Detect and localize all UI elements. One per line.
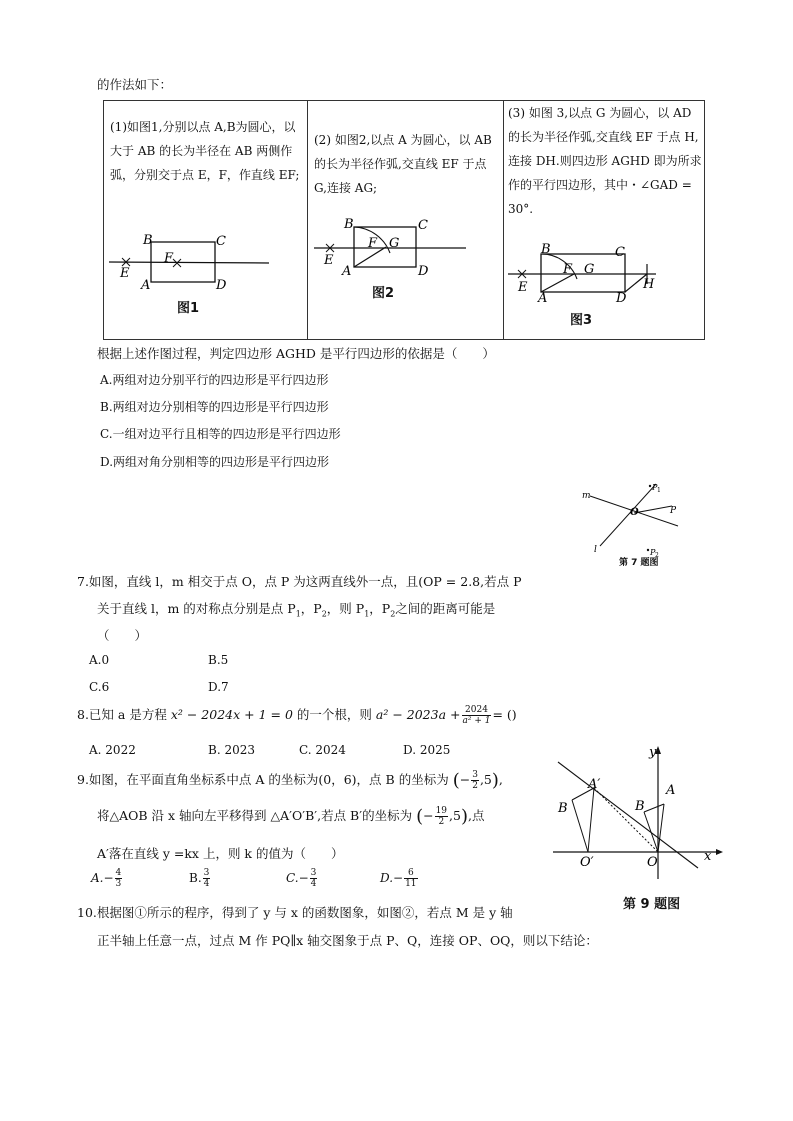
q9-line-1: 9.如图，在平面直角坐标系中点 A 的坐标为(0，6)，点 B 的坐标为 (− $\frac{3}{2}$ ,5),: [77, 770, 503, 791]
step-1-cell: [104, 101, 308, 340]
svg-text:H: H: [643, 277, 655, 292]
svg-text:l: l: [594, 545, 597, 555]
svg-text:G: G: [584, 262, 595, 277]
svg-text:B: B: [541, 242, 551, 257]
svg-text:E: E: [324, 253, 334, 268]
svg-text:A: A: [538, 291, 548, 306]
q8-equation: x² − 2024x + 1 = 0: [170, 707, 293, 722]
svg-text:D: D: [616, 291, 627, 306]
q6-option-a[interactable]: A.两组对边分别平行的四边形是平行四边形: [100, 373, 329, 387]
figure-2: [308, 209, 503, 309]
svg-text:D: D: [418, 264, 429, 279]
q9-figure-caption: 第 9 题图: [623, 897, 681, 912]
q7-figure-caption: 第 7 题图: [619, 558, 659, 568]
q8-option-a[interactable]: A. 2022: [89, 743, 136, 757]
label-c: C: [216, 234, 226, 249]
q9-option-d[interactable]: D.− $\frac{6}{11}$: [380, 868, 417, 889]
figure-3: [504, 236, 704, 316]
q9-figure: [548, 742, 730, 882]
q8-option-d[interactable]: D. 2025: [403, 743, 451, 757]
figure-2-caption: 图2: [372, 286, 395, 301]
label-b: B: [143, 233, 153, 248]
q8-option-c[interactable]: C. 2024: [299, 743, 346, 757]
q9-option-a[interactable]: A.− $\frac{4}{3}$: [91, 868, 122, 889]
q9-option-b[interactable]: B. $\frac{3}{4}$: [189, 868, 210, 889]
q10-line-2: 正半轴上任意一点，过点 M 作 PQ∥x 轴交图象于点 P、Q，连接 OP、OQ，则以下结论：: [97, 933, 598, 948]
q7-paren: （ ）: [97, 628, 148, 643]
q10-line-1: 10.根据图①所示的程序，得到了 y 与 x 的函数图象，如图②，若点 M 是 y 轴: [77, 905, 513, 920]
step-3-text: (3) 如图 3,以点 G 为圆心，以 AD 的长为半径作弧,交直线 EF 于点 H,连接 DH.则四边形 AGHD 即为所求作的平行四边形，其中・∠GAD = 30°.: [508, 106, 702, 216]
step-2-text: (2) 如图2,以点 A 为圆心，以 AB 的长为半径作弧,交直线 EF 于点 G,连接 AG;: [314, 133, 492, 195]
label-e: E: [120, 266, 130, 281]
q6-stem: 根据上述作图过程，判定四边形 AGHD 是平行四边形的依据是（ ）: [97, 346, 495, 361]
q7-line-2: 关于直线 l，m 的对称点分别是点 $P_1$，$P_2$，则 $P_1$，$P_2$之间的距离可能是: [97, 601, 496, 619]
q9-option-c[interactable]: C.− $\frac{3}{4}$: [286, 868, 317, 889]
svg-text:1: 1: [657, 487, 661, 494]
svg-text:F: F: [563, 262, 573, 277]
svg-text:P: P: [670, 506, 677, 516]
q9-label-b-prime: B: [558, 801, 568, 816]
q7-option-a[interactable]: A.0: [89, 653, 110, 667]
construction-steps-table: [103, 100, 705, 340]
svg-text:P: P: [652, 483, 658, 492]
q9-label-y: y: [649, 745, 657, 760]
q6-option-d[interactable]: D.两组对角分别相等的四边形是平行四边形: [100, 455, 330, 469]
svg-text:A: A: [342, 264, 352, 279]
q9-label-o-prime: O′: [580, 855, 594, 870]
svg-text:F: F: [368, 236, 378, 251]
svg-text:C: C: [418, 218, 428, 233]
q9-label-a: A: [666, 783, 676, 798]
q8-stem: 8.已知 a 是方程 x² − 2024x + 1 = 0 的一个根，则 a² − 2023a + $\frac{2024}{\text{a² + 1}}$ = (): [77, 705, 517, 726]
svg-text:B: B: [344, 217, 354, 232]
step-3-cell: [504, 101, 705, 340]
q9-label-x: x: [704, 849, 712, 864]
figure-1: [104, 221, 307, 321]
q9-label-b: B: [635, 799, 645, 814]
svg-text:O: O: [630, 507, 639, 518]
svg-text:C: C: [615, 245, 625, 260]
q7-line-1: 7.如图，直线 l，m 相交于点 O，点 P 为这两直线外一点，且(OP = 2.8,若点 P: [77, 574, 522, 589]
q7-option-b[interactable]: B.5: [208, 653, 229, 667]
q7-option-d[interactable]: D.7: [208, 680, 229, 694]
figure-1-caption: 图1: [177, 301, 200, 316]
figure-3-caption: 图3: [570, 313, 593, 328]
svg-text:2: 2: [655, 552, 659, 559]
q7-option-c[interactable]: C.6: [89, 680, 110, 694]
q9-label-a-prime: A′: [588, 777, 601, 792]
intro-text: 的作法如下：: [97, 77, 173, 92]
q6-option-b[interactable]: B.两组对边分别相等的四边形是平行四边形: [100, 400, 329, 414]
q9-label-o: O: [647, 855, 658, 870]
step-1-text: (1)如图1,分别以点 A,B为圆心，以大于 AB 的长为半径在 AB 两侧作弧，分别交于点 E，F，作直线 EF;: [110, 120, 300, 182]
step-2-cell: [308, 101, 504, 340]
q9-line-3: A′落在直线 y =kx 上，则 k 的值为（ ）: [97, 846, 344, 861]
q8-option-b[interactable]: B. 2023: [208, 743, 255, 757]
svg-text:m: m: [582, 491, 591, 501]
svg-text:E: E: [518, 280, 528, 295]
svg-text:G: G: [389, 236, 400, 251]
q6-option-c[interactable]: C.一组对边平行且相等的四边形是平行四边形: [100, 427, 341, 441]
label-a: A: [141, 278, 151, 293]
label-d: D: [216, 278, 227, 293]
label-f: F: [164, 251, 174, 266]
svg-text:P: P: [650, 548, 656, 557]
q9-line-2: 将△AOB 沿 x 轴向左平移得到 △A′O′B′,若点 B′的坐标为 (− $\frac{19}{2}$ ,5),点: [97, 806, 485, 827]
